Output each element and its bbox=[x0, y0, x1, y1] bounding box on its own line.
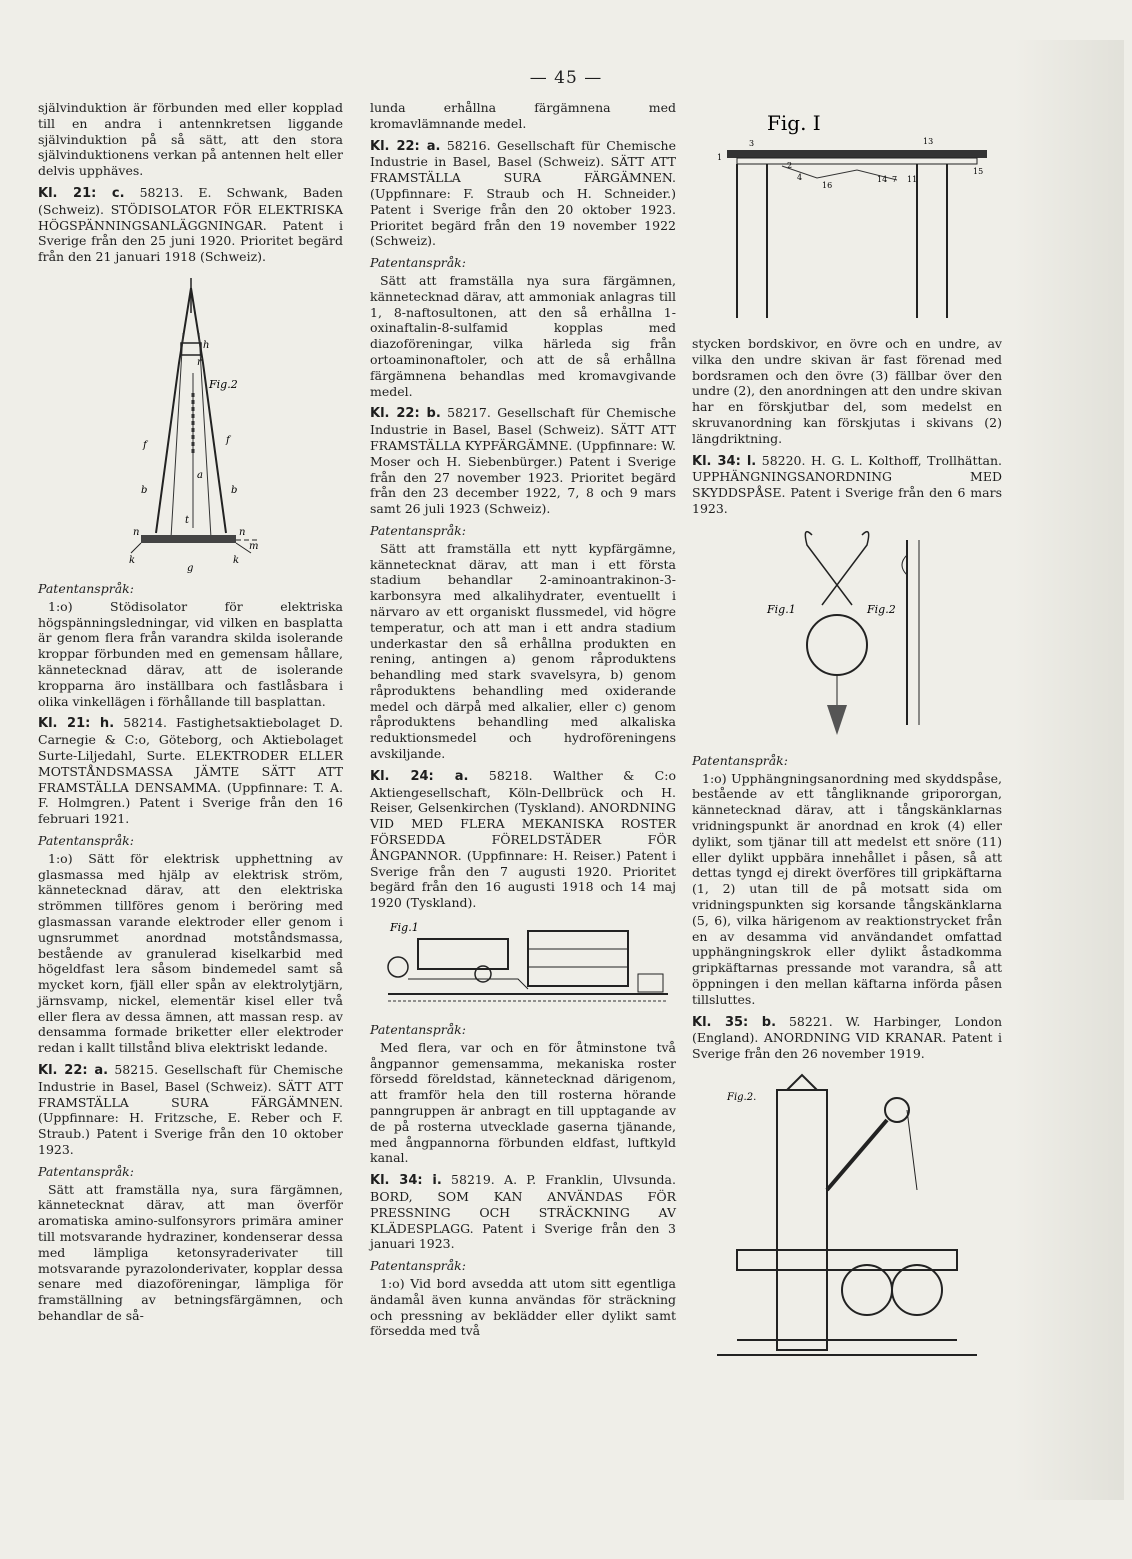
entry-58215 bbox=[38, 1062, 343, 1324]
figure-label: Fig. I bbox=[767, 111, 821, 135]
claims-label: Patentanspråk: bbox=[38, 832, 134, 848]
svg-text:f: f bbox=[225, 434, 230, 446]
entry-58218 bbox=[370, 768, 676, 1166]
svg-text:a: a bbox=[196, 469, 203, 481]
page-number: — 45 — bbox=[529, 68, 603, 88]
figure-isolator bbox=[121, 273, 261, 573]
intro-text: stycken bordskivor, en övre och en undre, av vilka den undre skivan är fast förenad med bordsramen och den övre (3) fällbar över den undre (2), den anordningen att den undre skivan har en förskjutbar del, som medelst en skruvanordning kan förskjutas i skivans (2) längdriktning. bbox=[692, 336, 1002, 446]
figure-label: Fig.2 bbox=[867, 602, 896, 616]
svg-text:k: k bbox=[128, 554, 135, 566]
class-label: Kl. 21: h. bbox=[38, 716, 115, 732]
entry-head: 58221. W. Harbinger, London (England). ANORDNING VID KRANAR. Patent i Sverige från den 26 november 1919. bbox=[692, 1013, 1002, 1062]
entry-58217 bbox=[370, 405, 676, 762]
svg-text:r: r bbox=[196, 356, 202, 368]
svg-text:b: b bbox=[230, 484, 237, 496]
svg-text:t: t bbox=[184, 514, 189, 526]
entry-58216 bbox=[370, 138, 676, 400]
column-3 bbox=[692, 100, 1002, 1378]
claims-label: Patentanspråk: bbox=[38, 580, 134, 596]
figure-label: Fig.1 bbox=[767, 602, 796, 616]
svg-text:n: n bbox=[238, 526, 245, 538]
class-label: Kl. 34: l. bbox=[692, 453, 757, 469]
entry-head: 58219. A. P. Franklin, Ulvsunda. BORD, SOM KAN ANVÄNDAS FÖR PRESSNING OCH STRÄCKNING AV KLÄDESPLAGG. Patent i Sverige från den 3 januari 1923. bbox=[370, 1172, 676, 1252]
svg-text:7: 7 bbox=[892, 175, 898, 184]
entry-head: 58216. Gesellschaft für Chemische Industrie in Basel, Basel (Schweiz). SÄTT ATT FRAMSTÄLLA SURA FÄRGÄMNEN. (Uppfinnare: F. Straub och H. Schneider.) Patent i Sverige från den 20 oktober 1923. Prioritet begärd från den 19 november 1922 (Schweiz). bbox=[370, 137, 676, 249]
entry-58220 bbox=[692, 453, 1002, 1008]
svg-text:13: 13 bbox=[923, 137, 934, 146]
svg-text:3: 3 bbox=[749, 139, 755, 148]
column-1 bbox=[38, 100, 343, 1330]
svg-text:g: g bbox=[186, 562, 193, 573]
entry-58213 bbox=[38, 185, 343, 709]
figure-crane bbox=[717, 1070, 977, 1370]
entry-head: 58218. Walther & C:o Aktiengesellschaft, Köln-Dellbrück och H. Reiser, Gelsenkirchen (Tyskland). ANORDNING VID MED FLERA MEKANISKA ROSTER FÖRSEDDA FÖRELDSTÄDER FÖR ÅNGPANNOR. (Uppfinnare: H. Reiser.) Patent i Sverige från den 7 augusti 1920. Prioritet begärd från den 16 augusti 1918 och 14 maj 1920 (Tyskland). bbox=[370, 767, 676, 911]
svg-text:b: b bbox=[140, 484, 147, 496]
entry-head: 58217. Gesellschaft für Chemische Industrie in Basel, Basel (Schweiz). SÄTT ATT FRAMSTÄLLA KYPFÄRGÄMNE. (Uppfinnare: W. Moser och H. Siebenbürger.) Patent i Sverige från den 27 november 1923. Prioritet begärd från den 23 december 1922, 7, 8 och 9 mars samt 26 juli 1923 (Schweiz). bbox=[370, 405, 676, 517]
intro-text: självinduktion är förbunden med eller kopplad till en andra i antennkretsen liggande självinduktion på så sätt, att den stora självinduktionens verkan på antennen helt eller delvis upphäves. bbox=[38, 100, 343, 179]
figure-hanger bbox=[727, 525, 967, 745]
entry-head: 58215. Gesellschaft für Chemische Industrie in Basel, Basel (Schweiz). SÄTT ATT FRAMSTÄLLA SURA FÄRGÄMNEN. (Uppfinnare: H. Fritzsche, E. Reber och F. Straub.) Patent i Sverige från den 10 oktober 1923. bbox=[38, 1062, 343, 1158]
figure-label: Fig.2 bbox=[208, 377, 238, 391]
intro-text: lunda erhållna färgämnena med kromavlämnande medel. bbox=[370, 100, 676, 131]
claim-text: 1:o) Stödisolator för elektriska högspänningsledningar, vid vilken en basplatta är genom flera från varandra skilda isolerande kroppar förbunden med en gemensam hållare, kännetecknad därav, att de isolerande kropparna äro inställbara och fastlåsbara i olika vinkellägen i förhållande till basplattan. bbox=[38, 598, 343, 709]
svg-text:14: 14 bbox=[877, 175, 888, 184]
claim-text: 1:o) Sätt för elektrisk upphettning av glasmassa med hjälp av elektrisk ström, kännetecknad därav, att den elektriska strömmen tillföres genom i beröring med glasmassan varande elektroder eller genom i ugnsrummet anordnad motståndsmassa, bestående av granulerad kiselkarbid med högeldfast lera såsom bindemedel samt så mycket korn, fjäll eller spån av elektrolytjärn, järnsvamp, nickel, elementär kisel eller två eller flera av dessa ämnen, att massan resp. av densamma formade briketter eller elektroder redan i kallt tillstånd bliva elektriskt ledande. bbox=[38, 850, 343, 1056]
claim-text: 1:o) Vid bord avsedda att utom sitt egentliga ändamål även kunna användas för sträckning och pressning av beklädder eller dylikt samt försedda med två bbox=[370, 1276, 676, 1339]
figure-label: Fig.1 bbox=[390, 921, 419, 935]
entry-head: 58214. Fastighetsaktiebolaget D. Carnegie & C:o, Göteborg, och Aktiebolaget Surte-Liljedahl, Surte. ELEKTRODER ELLER MOTSTÅNDSMASSA JÄMTE SÄTT ATT FRAMSTÄLLA DENSAMMA. (Uppfinnare: T. A. F. Holmgren.) Patent i Sverige från den 16 februari 1921. bbox=[38, 715, 343, 827]
class-label: Kl. 22: b. bbox=[370, 406, 441, 422]
entry-58214 bbox=[38, 715, 343, 1056]
figure-furnace bbox=[378, 919, 668, 1014]
claim-text: Med flera, var och en för åtminstone två ångpannor gemensamma, mekaniska roster försedd föreldstad, kännetecknad därigenom, att framför hela den till rosterna hörande panngruppen är anbragt en till upptagande av de på rosterna utvecklade gaserna tjänande, med ångpannorna förbunden eldfast, luftkyld kanal. bbox=[370, 1039, 676, 1166]
claim-text: 1:o) Upphängningsanordning med skyddspåse, bestående av ett tångliknande gripororgan, kännetecknad därav, att i tångskänklarnas vridningspunkt är anordnad en krok (4) eller dylikt, som tjänar till att medelst ett snöre (11) eller dylikt uppbära innehållet i påsen, så att dettas tyngd ej direkt överföres till gripkäftarna (1, 2) utan till de på motsatt sida om vridningspunkten sig korsande tångskänklarna (5, 6), vilka härigenom av reaktionstrycket från en av desamma vid användandet omfattad upphängningskrok eller dylikt åstadkomma gripkäftarnas pressande mot varandra, så att öppningen i den mellan käftarna införda påsen tillsluttes. bbox=[692, 770, 1002, 1007]
class-label: Kl. 22: a. bbox=[38, 1063, 109, 1079]
svg-text:16: 16 bbox=[822, 181, 833, 190]
svg-text:4: 4 bbox=[797, 173, 803, 182]
claims-label: Patentanspråk: bbox=[370, 255, 466, 271]
claims-label: Patentanspråk: bbox=[370, 522, 466, 538]
svg-text:k: k bbox=[232, 554, 239, 566]
svg-text:11: 11 bbox=[907, 175, 918, 184]
class-label: Kl. 35: b. bbox=[692, 1014, 777, 1030]
class-label: Kl. 22: a. bbox=[370, 138, 441, 154]
claims-label: Patentanspråk: bbox=[692, 752, 788, 768]
svg-text:m: m bbox=[248, 540, 258, 552]
entry-head: 58213. E. Schwank, Baden (Schweiz). STÖDISOLATOR FÖR ELEKTRISKA HÖGSPÄNNINGSANLÄGGNINGAR. Patent i Sverige från den 25 juni 1920. Prioritet begärd från den 21 januari 1918 (Schweiz). bbox=[38, 184, 343, 265]
class-label: Kl. 34: i. bbox=[370, 1173, 442, 1189]
entry-58219 bbox=[370, 1172, 676, 1339]
svg-text:f: f bbox=[142, 439, 147, 451]
class-label: Kl. 21: c. bbox=[38, 185, 125, 201]
claim-text: Sätt att framställa nya sura färgämnen, kännetecknad därav, att ammoniak anlagras till 1, 8-naftosultonen, att den så erhållna 1-oxinaftalin-8-sulfamid kopplas med diazoföreningar, vilka härleda sig från ortoaminonaftoler, och att de så erhållna färgämnena behandlas med kromavgivande medel. bbox=[370, 272, 676, 399]
claims-label: Patentanspråk: bbox=[38, 1163, 134, 1179]
figure-label: Fig.2. bbox=[727, 1091, 757, 1103]
page-edge-shadow bbox=[1014, 40, 1124, 1500]
svg-text:15: 15 bbox=[973, 167, 984, 176]
svg-text:2: 2 bbox=[787, 161, 793, 170]
claims-label: Patentanspråk: bbox=[370, 1258, 466, 1274]
fig-letter: h bbox=[202, 339, 209, 351]
claim-text: Sätt att framställa nya, sura färgämnen, kännetecknat därav, att man överför aromatiska amino-sulfonsyrors primära aminer till motsvarande hydraziner, kondenserar dessa med lämpliga ketonsyraderivater till motsvarande pyrazolonderivater, kopplar dessa senare med diazoföreningar, lämpliga för framställning av betningsfärgämnen, och behandlar de så- bbox=[38, 1181, 343, 1324]
svg-text:n: n bbox=[132, 526, 139, 538]
claims-label: Patentanspråk: bbox=[370, 1022, 466, 1038]
column-2 bbox=[370, 100, 676, 1345]
entry-58221 bbox=[692, 1014, 1002, 1370]
class-label: Kl. 24: a. bbox=[370, 768, 469, 784]
entry-head: 58220. H. G. L. Kolthoff, Trollhättan. UPPHÄNGNINGSANORDNING MED SKYDDSPÅSE. Patent i Sverige från den 6 mars 1923. bbox=[692, 452, 1002, 516]
svg-text:1: 1 bbox=[717, 153, 723, 162]
claim-text: Sätt att framställa ett nytt kypfärgämne, kännetecknat därav, att man i ett första stadium behandlar 2-aminoantrakinon-3-karbonsyra med alkalihydrater, eventuellt i närvaro av ett organiskt flussmedel, vid högre temperatur, och att man i ett andra stadium underkastar den så erhållna produkten en rening, antingen a) genom råproduktens behandling med stark svavelsyra, b) genom råproduktens behandling med oxiderande medel och därpå med alkalier, eller c) genom råproduktens behandling med alkaliska reduktionsmedel och hydroföreningens avskiljande. bbox=[370, 540, 676, 762]
figure-table bbox=[697, 108, 997, 328]
